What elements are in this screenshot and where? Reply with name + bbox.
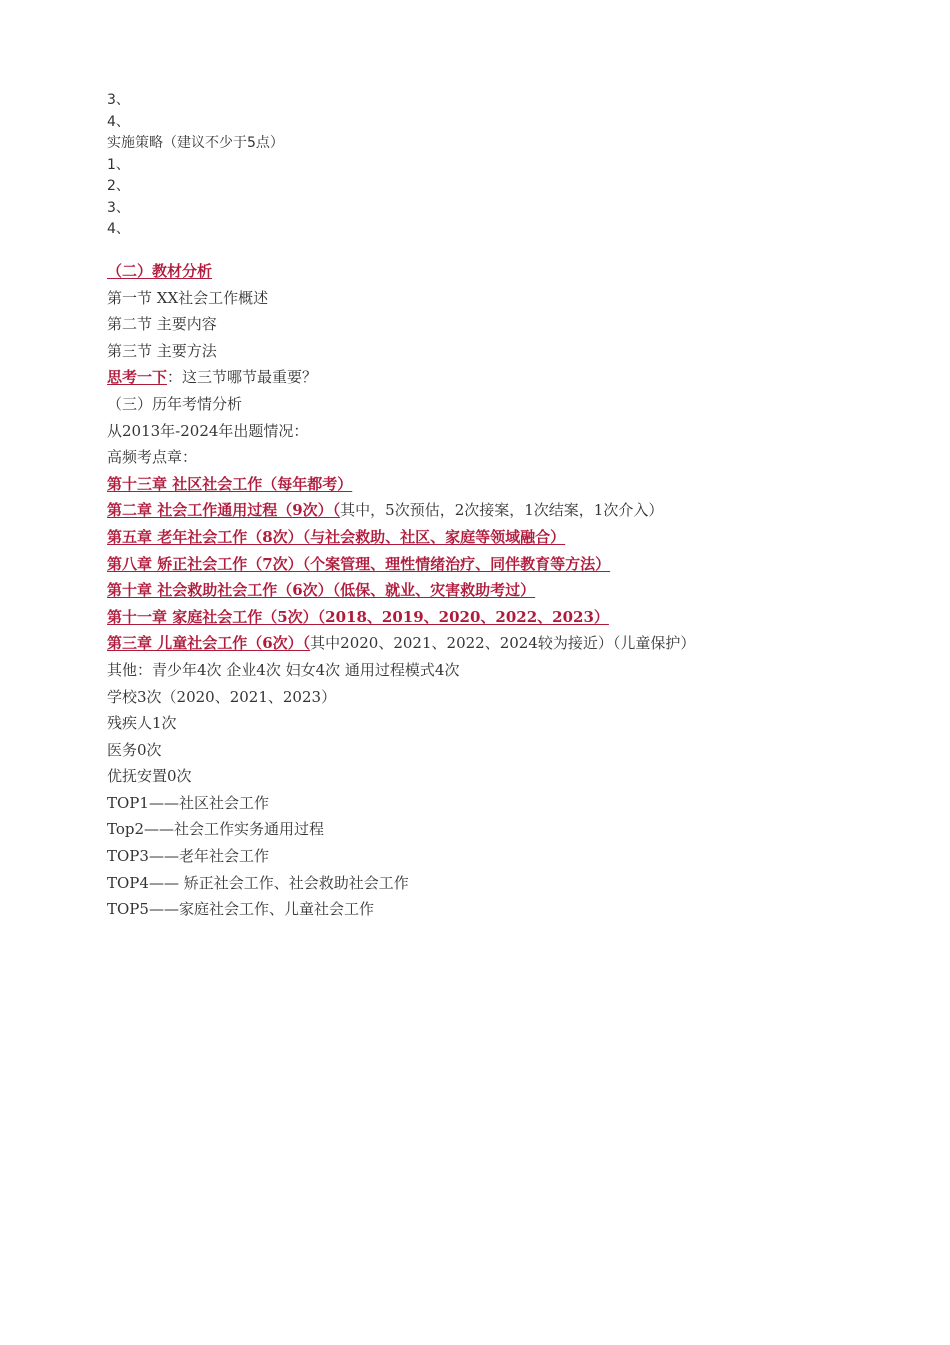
section-heading-textbook: （二）教材分析 — [107, 262, 213, 280]
chapter-row — [107, 630, 695, 657]
chapter-title: 第十三章 社区社会工作（每年都考） — [107, 474, 353, 493]
top-ranking: TOP5——家庭社会工作、儿童社会工作 — [107, 900, 374, 919]
list-item: 3、 — [107, 92, 130, 108]
strategy-heading: 实施策略（建议不少于5点） — [107, 135, 284, 151]
list-item: 3、 — [107, 199, 130, 216]
chapter-row — [107, 577, 695, 604]
other-stats: 其他：青少年4次 企业4次 妇女4次 通用过程模式4次 — [107, 660, 460, 679]
list-item: 1、 — [107, 156, 130, 173]
think-text: ：这三节哪节最重要？ — [167, 368, 318, 387]
chapter-note: 其中，5次预估，2次接案，1次结案，1次介入） — [340, 501, 664, 520]
section-heading-exam: （三）历年考情分析 — [107, 394, 243, 413]
chapter-title: 第八章 矫正社会工作（7次）（个案管理、理性情绪治疗、同伴教育等方法） — [107, 554, 611, 573]
chapter-row — [107, 471, 695, 498]
other-stats: 学校3次（2020、2021、2023） — [107, 687, 337, 706]
list-item: 4、 — [107, 221, 130, 237]
chapter-title: 第十章 社会救助社会工作（6次）（低保、就业、灾害救助考过） — [107, 581, 536, 600]
chapter-title: 第五章 老年社会工作（8次）（与社会救助、社区、家庭等领域融合） — [107, 527, 566, 546]
other-stats: 医务0次 — [107, 740, 162, 759]
chapter-row — [107, 497, 695, 524]
other-stats: 残疾人1次 — [107, 714, 177, 733]
textbook-item: 第二节 主要内容 — [107, 315, 217, 334]
chapter-title: 第二章 社会工作通用过程（9次）（ — [107, 501, 341, 520]
main-content — [107, 258, 695, 923]
chapter-title: 第三章 儿童社会工作（6次）（ — [107, 634, 311, 653]
textbook-item: 第一节 XX社会工作概述 — [107, 288, 269, 307]
top-ranking: TOP1——社区社会工作 — [107, 793, 269, 812]
exam-intro: 从2013年-2024年出题情况： — [107, 421, 309, 440]
top-ranking: TOP3——老年社会工作 — [107, 847, 269, 866]
other-stats: 优抚安置0次 — [107, 767, 192, 786]
chapter-row — [107, 524, 695, 551]
strategy-list — [107, 90, 284, 241]
textbook-item: 第三节 主要方法 — [107, 341, 217, 360]
top-ranking: Top2——社会工作实务通用过程 — [107, 820, 325, 839]
chapter-row — [107, 604, 695, 631]
think-label: 思考一下 — [107, 368, 168, 387]
chapter-row — [107, 551, 695, 578]
chapter-note: 其中2020、2021、2022、2024较为接近）（儿童保护） — [310, 634, 696, 653]
chapter-title: 第十一章 家庭社会工作（5次）（2018、2019、2020、2022、2023） — [107, 607, 609, 626]
list-item: 2、 — [107, 178, 130, 194]
high-freq-label: 高频考点章： — [107, 448, 198, 467]
top-ranking: TOP4—— 矫正社会工作、社会救助社会工作 — [107, 873, 409, 892]
list-item: 4、 — [107, 113, 130, 130]
